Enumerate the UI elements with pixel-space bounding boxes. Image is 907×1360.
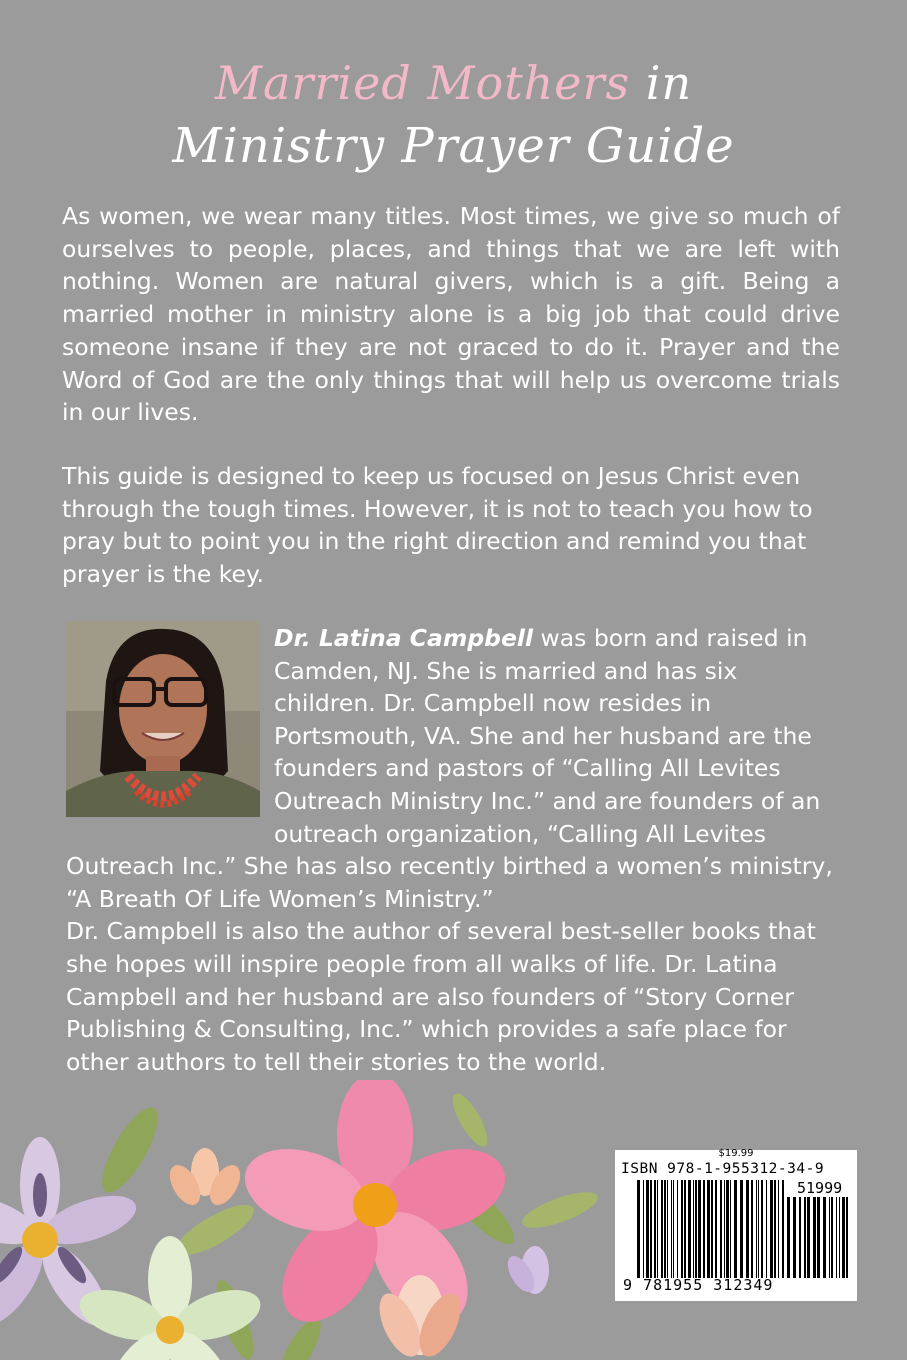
title-white-text: in xyxy=(645,56,693,110)
isbn-label: ISBN 978-1-955312-34-9 xyxy=(621,1161,825,1177)
description-paragraph-2: This guide is designed to keep us focused on Jesus Christ even through the tough times. However, it is not to teach you how to pray but to point you in the right direction and remind you that prayer is the key. xyxy=(62,462,813,589)
author-bio-text-1: was born and raised in Camden, NJ. She is married and has six children. Dr. Campbell now resides in Portsmouth, VA. She and her husband are the founders and pastors of “Calling All Levites Outreach Ministry Inc.” and are founders of an outreach organization, “Calling All Levites Outreach Inc.” She has also recently birthed a women’s ministry, “A Breath Of Life Women’s Ministry.” xyxy=(66,624,833,913)
isbn-barcode xyxy=(615,1150,857,1301)
title-line-2: Ministry Prayer Guide xyxy=(172,118,735,174)
author-bio xyxy=(66,622,846,1078)
price-label: $19.99 xyxy=(718,1148,754,1159)
title-line-1 xyxy=(0,56,907,110)
barcode-bars-addon xyxy=(787,1197,851,1278)
price-code: 51999 xyxy=(797,1179,843,1197)
description-paragraph-1: As women, we wear many titles. Most times, we give so much of ourselves to people, places, and things that we are left with nothing. Women are natural givers, which is a gift. Being a married mother in ministry alone is a big job that could drive someone insane if they are not graced to do it. Prayer and the Word of God are the only things that will help us overcome trials in our lives. xyxy=(62,202,840,427)
isbn-number: 9 781955 312349 xyxy=(623,1276,774,1294)
author-name: Dr. Latina Campbell xyxy=(274,624,534,652)
barcode-bars-main xyxy=(637,1180,787,1278)
author-bio-text-2: Dr. Campbell is also the author of several best-seller books that she hopes will inspire people from all walks of life. Dr. Latina Campbell and her husband are also founders of “Story Corner Publishing & Consulting, Inc.” which provides a safe place for other authors to tell their stories to the world. xyxy=(66,917,816,1076)
title-pink-text: Married Mothers xyxy=(214,56,631,110)
